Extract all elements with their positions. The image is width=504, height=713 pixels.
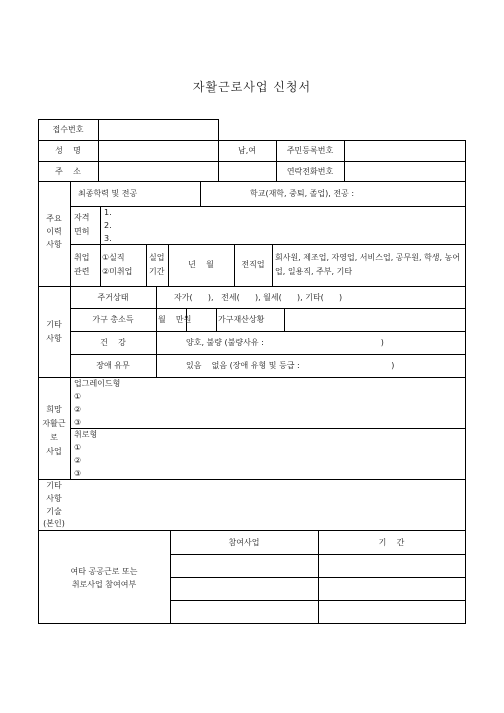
license-item: 3. <box>104 234 112 243</box>
participation-label: 여타 공공근로 또는 <box>70 567 138 576</box>
license-item: 1. <box>104 208 112 217</box>
employment-label: 관련 <box>74 267 90 276</box>
participation-project-header: 참여사업 <box>228 538 260 547</box>
health-value: 양호, 불량 (불량사유 : ) <box>186 338 384 347</box>
education-value: 학교(재학, 중퇴, 졸업), 전공 : <box>250 189 355 198</box>
housing-label: 주거상태 <box>97 293 129 302</box>
career-section-line: 주요 <box>46 214 62 223</box>
resident-id-label: 주민등록번호 <box>286 146 334 155</box>
desired-section-label: 희망 <box>46 405 62 414</box>
other-section-label: 사항 <box>46 334 62 343</box>
disability-label: 장애 유무 <box>96 361 130 370</box>
license-label: 면허 <box>74 227 90 236</box>
name-label: 성 명 <box>55 146 81 155</box>
employment-label: 취업 <box>74 253 90 262</box>
housing-value: 자가( ), 전세( ), 월세( ), 기타( ) <box>174 293 343 302</box>
other-section-label: 기타 <box>46 320 62 329</box>
gender-field: 남,여 <box>238 146 256 155</box>
phone-label: 연락전화번호 <box>286 167 334 176</box>
upgrade-item: ② <box>74 405 82 414</box>
employment-item: ② <box>74 456 82 465</box>
employment-item: ③ <box>74 469 82 478</box>
participation-label: 취로사업 참여여부 <box>71 580 137 589</box>
upgrade-item: ③ <box>74 418 82 427</box>
desired-section-label: 로 <box>50 433 58 442</box>
household-income-label: 가구 총소득 <box>92 315 134 324</box>
disability-value: 있음 없음 (장애 유형 및 등급 : ) <box>186 361 395 370</box>
employment-item: ① <box>74 443 82 452</box>
unemployed-period-label: 기간 <box>149 267 165 276</box>
previous-job-label: 전직업 <box>241 260 265 269</box>
notes-section-label: (본인) <box>43 519 65 528</box>
period-value: 년 월 <box>188 260 214 269</box>
employment-option: ②미취업 <box>102 267 133 276</box>
employment-option: ①실직 <box>102 253 125 262</box>
employment-type-label: 취로형 <box>74 430 98 439</box>
desired-section-label: 자활근 <box>42 419 66 428</box>
participation-period-header: 기 간 <box>378 538 405 547</box>
form-title: 자활근로사업 신청서 <box>192 80 312 94</box>
desired-section-label: 사업 <box>46 447 62 456</box>
previous-job-options: 회사원, 제조업, 자영업, 서비스업, 공무원, 학생, 농어 <box>275 253 461 262</box>
career-section-line: 사항 <box>46 240 62 249</box>
upgrade-type-label: 업그레이드형 <box>74 379 121 388</box>
notes-section-label: 기타 <box>46 481 62 490</box>
health-label: 건 강 <box>100 338 126 347</box>
license-label: 자격 <box>74 213 90 222</box>
unemployed-period-label: 실업 <box>149 253 165 262</box>
career-section-line: 이력 <box>46 227 62 236</box>
license-item: 2. <box>104 221 112 230</box>
address-label: 주 소 <box>55 167 81 176</box>
previous-job-options: 업, 일용직, 주부, 기타 <box>275 267 353 276</box>
household-assets-label: 가구재산상황 <box>218 315 265 324</box>
education-label: 최종학력 및 전공 <box>78 189 138 198</box>
notes-section-label: 사항 <box>46 494 62 503</box>
upgrade-item: ① <box>74 392 82 401</box>
notes-section-label: 기술 <box>46 507 62 516</box>
receipt-number-label: 접수번호 <box>52 125 84 134</box>
household-income-value: 월 만원 <box>158 315 192 324</box>
